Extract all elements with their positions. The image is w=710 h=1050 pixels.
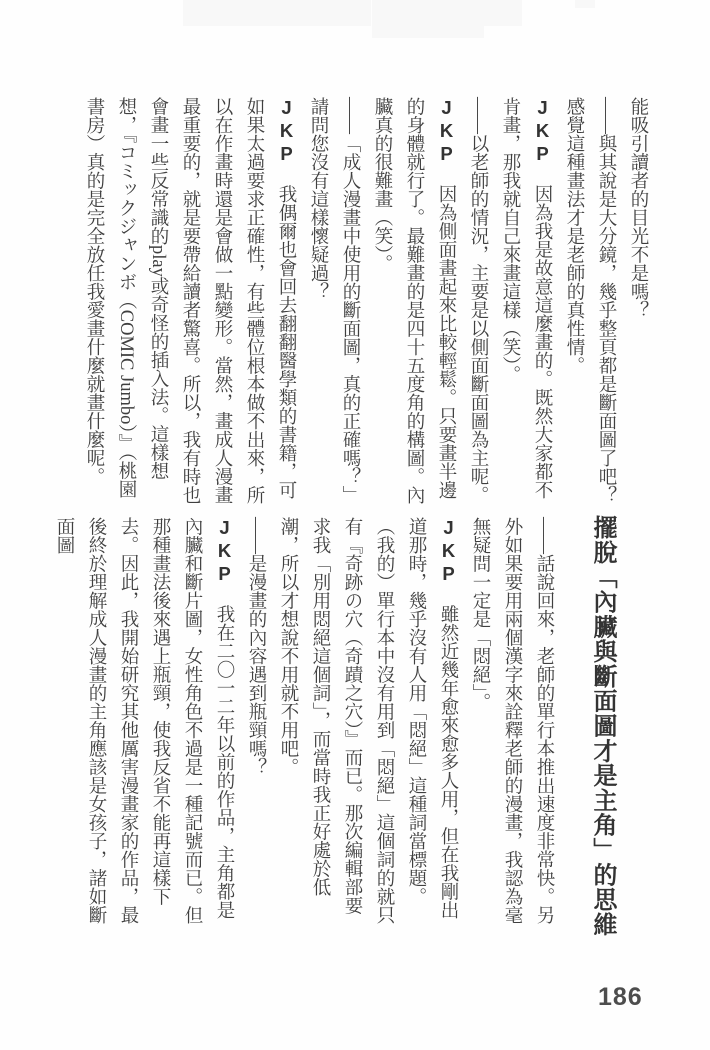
speaker-label: JKP <box>214 517 235 586</box>
answer-paragraph <box>494 97 558 509</box>
dialogue-text: ——「成人漫畫中使用的斷面圖，真的正確嗎？」請問您沒有這樣懷疑過？ <box>308 97 360 504</box>
dialogue-text: ——話說回來，老師的單行本推出速度非常快。另外如果要用兩個漢字來詮釋老師的漫畫，我認為毫無疑問一定是「悶絕」。 <box>470 517 554 924</box>
dialogue-text: ——是漫畫的內容遇到瓶頸嗎？ <box>246 517 266 776</box>
dialogue-text: 因為我是故意這麼畫的。既然大家都不肯畫，那我就自己來畫這樣（笑）。 <box>500 97 552 499</box>
answer-paragraph <box>366 97 462 509</box>
dialogue-text: ——與其說是大分鏡，幾乎整頁都是斷面圖了吧？感覺這種畫法才是老師的真性情。 <box>564 97 616 504</box>
question-paragraph <box>558 97 622 509</box>
speaker-label: JKP <box>532 97 553 166</box>
question-paragraph <box>240 517 272 929</box>
dialogue-text: 雖然近幾年愈來愈多人用，但在我剛出道那時，幾乎沒有人用「悶絕」這種詞當標題。（我的）單行本中沒有用到「悶絕」這個詞的就只有『奇跡の穴（奇蹟之穴）』而已。那次編輯部要求我「別用悶絕這個詞」，而當時我正好處於低潮，所以才想說不用就不用吧。 <box>278 517 458 924</box>
question-paragraph <box>464 517 560 929</box>
section-heading: 擺脫「內臟與斷面圖才是主角」的思維 <box>589 515 616 937</box>
answer-paragraph <box>272 517 464 929</box>
scan-artifact <box>575 0 595 8</box>
answer-paragraph <box>48 517 240 929</box>
scan-artifact <box>372 0 484 38</box>
scan-artifact <box>183 0 371 26</box>
interview-text-top <box>50 97 654 509</box>
interview-text-bottom <box>54 517 560 929</box>
speaker-label: JKP <box>276 97 297 166</box>
dialogue-text: 能吸引讀者的目光不是嗎？ <box>628 97 648 319</box>
dialogue-text: 我偶爾也會回去翻翻醫學類的書籍，可如果太過要求正確性，有些體位根本做不出來，所以在作畫時還是會做一點變形。當然，畫成人漫畫最重要的，就是要帶給讀者驚喜。所以，我有時也會畫一些反常識的play或奇怪的插入法。這樣想想，『コミックジャンボ（COMIC Jumbo）』（桃園書房）真的是完全放任我愛畫什麼就畫什麼呢。 <box>84 97 296 504</box>
dialogue-text: 因為側面畫起來比較輕鬆。只要畫半邊的身體就行了。最難畫的是四十五度角的構圖。內臟真的很難畫（笑）。 <box>372 97 456 504</box>
scan-artifact <box>484 0 522 26</box>
speaker-label: JKP <box>436 97 457 166</box>
question-paragraph <box>462 97 494 509</box>
page-number: 186 <box>598 983 643 1011</box>
dialogue-text: 我在二〇一二年以前的作品，主角都是內臟和斷片圖，女性角色不過是一種記號而已。但那種畫法後來遇上瓶頸，使我反省不能再這樣下去。因此，我開始研究其他厲害漫畫家的作品，最後終於理解成人漫畫的主角應該是女孩子，諸如斷面圖 <box>54 517 234 924</box>
answer-paragraph <box>78 97 302 509</box>
speaker-label: JKP <box>438 517 459 586</box>
dialogue-paragraph <box>622 97 654 509</box>
dialogue-text: ——以老師的情況，主要是以側面斷面圖為主呢。 <box>468 97 488 504</box>
question-paragraph <box>302 97 366 509</box>
